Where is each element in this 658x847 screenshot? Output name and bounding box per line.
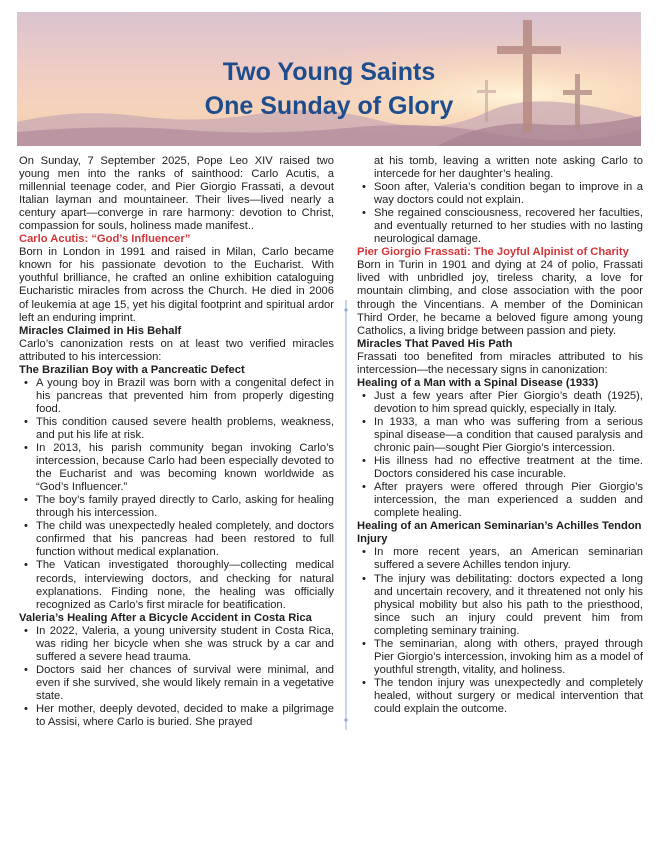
bullet-icon: • (362, 572, 366, 585)
bullet-icon: • (362, 546, 366, 559)
frassati-bio: Born in Turin in 1901 and dying at 24 of polio, Frassati lived with unbridled joy, tireless charity, a love for mountain climbing, and close association with the poor through the Vincentians. A member of the Dominican Third Order, he became a beloved figure among young Catholics, a living bridge between passion and piety. (357, 259, 643, 337)
right-column (357, 155, 643, 716)
left-column (19, 155, 334, 729)
list-item: • Doctors said her chances of survival were minimal, and even if she survived, she would likely remain in a vegetative state. (24, 663, 334, 702)
list-item: • Her mother, deeply devoted, decided to make a pilgrimage to Assisi, where Carlo is buried. She prayed (24, 702, 334, 729)
frassati-miracle1-heading: Healing of a Man with a Spinal Disease (1933) (357, 376, 599, 389)
bullet-icon: • (24, 442, 28, 455)
bullet-icon: • (24, 415, 28, 428)
list-item: • In 2022, Valeria, a young university student in Costa Rica, was riding her bicycle when she was struck by a car and suffered a severe head trauma. (24, 624, 334, 663)
bullet-icon: • (362, 181, 366, 194)
bullet-icon: • (24, 520, 28, 533)
bullet-icon: • (362, 637, 366, 650)
bullet-icon: • (362, 455, 366, 468)
carlo-bio: Born in London in 1991 and raised in Milan, Carlo became known for his passionate devotion to the Eucharist. With youthful brilliance, he crafted an online exhibition cataloguing Eucharistic miracles from across the Church. He died in 2006 of leukemia at age 15, yet his digital footprint and spiritual ardor left an enduring imprint. (19, 246, 334, 324)
frassati-miracles-heading: Miracles That Paved His Path (357, 337, 513, 350)
bullet-icon: • (24, 494, 28, 507)
bullet-icon: • (362, 207, 366, 220)
carlo-miracles-intro: Carlo’s canonization rests on at least two verified miracles attributed to his intercession: (19, 337, 334, 363)
carlo-heading: Carlo Acutis: “God’s Influencer” (19, 233, 191, 246)
title-line-2: One Sunday of Glory (204, 92, 454, 120)
column-divider (344, 300, 348, 730)
list-item: • After prayers were offered through Pier Giorgio’s intercession, the man experienced a sudden and complete healing. (362, 481, 643, 520)
list-item: • The boy’s family prayed directly to Carlo, asking for healing through his intercession. (24, 494, 334, 520)
list-item: • The Vatican investigated thoroughly—collecting medical records, interviewing doctors, and checking for natural explanations. Finding none, the healing was officially recognized as Carlo’s first miracle for beatification. (24, 559, 334, 611)
title-line-1: Two Young Saints (222, 58, 436, 86)
list-item: • She regained consciousness, recovered her faculties, and eventually returned to her studies with no lasting neurological damage. (362, 207, 643, 246)
carlo-miracle2-list (19, 625, 334, 729)
carlo-miracle1-list (19, 377, 334, 612)
carlo-miracles-heading: Miracles Claimed in His Behalf (19, 324, 182, 337)
carlo-miracle2-heading: Valeria’s Healing After a Bicycle Accident in Costa Rica (19, 611, 312, 624)
bullet-icon: • (362, 676, 366, 689)
bullet-icon: • (24, 376, 28, 389)
carlo-miracle2-list-cont (357, 181, 643, 246)
list-item: • The tendon injury was unexpectedly and completely healed, without surgery or medical intervention that could explain the outcome. (362, 676, 643, 715)
header-banner (17, 12, 641, 146)
frassati-miracle1-list (357, 390, 643, 520)
list-item: • A young boy in Brazil was born with a congenital defect in his pancreas that prevented him from properly digesting food. (24, 376, 334, 415)
bullet-icon: • (362, 481, 366, 494)
list-item: • In more recent years, an American seminarian suffered a severe Achilles tendon injury. (362, 546, 643, 572)
bullet-icon: • (362, 415, 366, 428)
frassati-miracles-intro: Frassati too benefited from miracles attributed to his intercession—the necessary signs in canonization: (357, 350, 643, 376)
bullet-icon: • (24, 559, 28, 572)
bullet-icon: • (24, 702, 28, 715)
list-item: • In 2013, his parish community began invoking Carlo’s intercession, because Carlo had been especially devoted to the Eucharist and was becoming known worldwide as “God’s Influencer.” (24, 442, 334, 494)
list-item: • The injury was debilitating: doctors expected a long and uncertain recovery, and it threatened not only his physical mobility but also his path to the priesthood, since such an injury could prevent him from completing seminary training. (362, 572, 643, 637)
frassati-miracle2-heading: Healing of an American Seminarian’s Achilles Tendon Injury (357, 520, 642, 546)
frassati-heading: Pier Giorgio Frassati: The Joyful Alpinist of Charity (357, 246, 629, 259)
list-item: • In 1933, a man who was suffering from a serious spinal disease—a condition that caused paralysis and chronic pain—sought Pier Giorgio’s intercession. (362, 415, 643, 455)
list-item: • Soon after, Valeria’s condition began to improve in a way doctors could not explain. (362, 181, 643, 207)
carlo-miracle1-heading: The Brazilian Boy with a Pancreatic Defect (19, 363, 245, 376)
frassati-miracle2-list (357, 546, 643, 716)
bullet-icon: • (24, 663, 28, 676)
list-item: • The child was unexpectedly healed completely, and doctors confirmed that his pancreas had been restored to full function without medical explanation. (24, 520, 334, 559)
bullet-icon: • (362, 389, 366, 402)
list-item: • Just a few years after Pier Giorgio’s death (1925), devotion to him spread quickly, especially in Italy. (362, 389, 643, 415)
list-item: • This condition caused severe health problems, weakness, and put his life at risk. (24, 415, 334, 441)
list-item: • The seminarian, along with others, prayed through Pier Giorgio’s intercession, invoking him as a model of youthful strength, vitality, and holiness. (362, 637, 643, 676)
intro-paragraph: On Sunday, 7 September 2025, Pope Leo XIV raised two young men into the ranks of sainthood: Carlo Acutis, a millennial teenage coder, and Pier Giorgio Frassati, a devout Italian layman and mountaineer. Their lives—lived nearly a century apart—converge in rare harmony: devotion to Christ, compassion for souls, holiness made manifest.. (19, 155, 334, 233)
list-item: • His illness had no effective treatment at the time. Doctors considered his case incurable. (362, 455, 643, 481)
carlo-miracle2-continuation: at his tomb, leaving a written note asking Carlo to intercede for her daughter’s healing. (374, 155, 643, 181)
bullet-icon: • (24, 624, 28, 637)
